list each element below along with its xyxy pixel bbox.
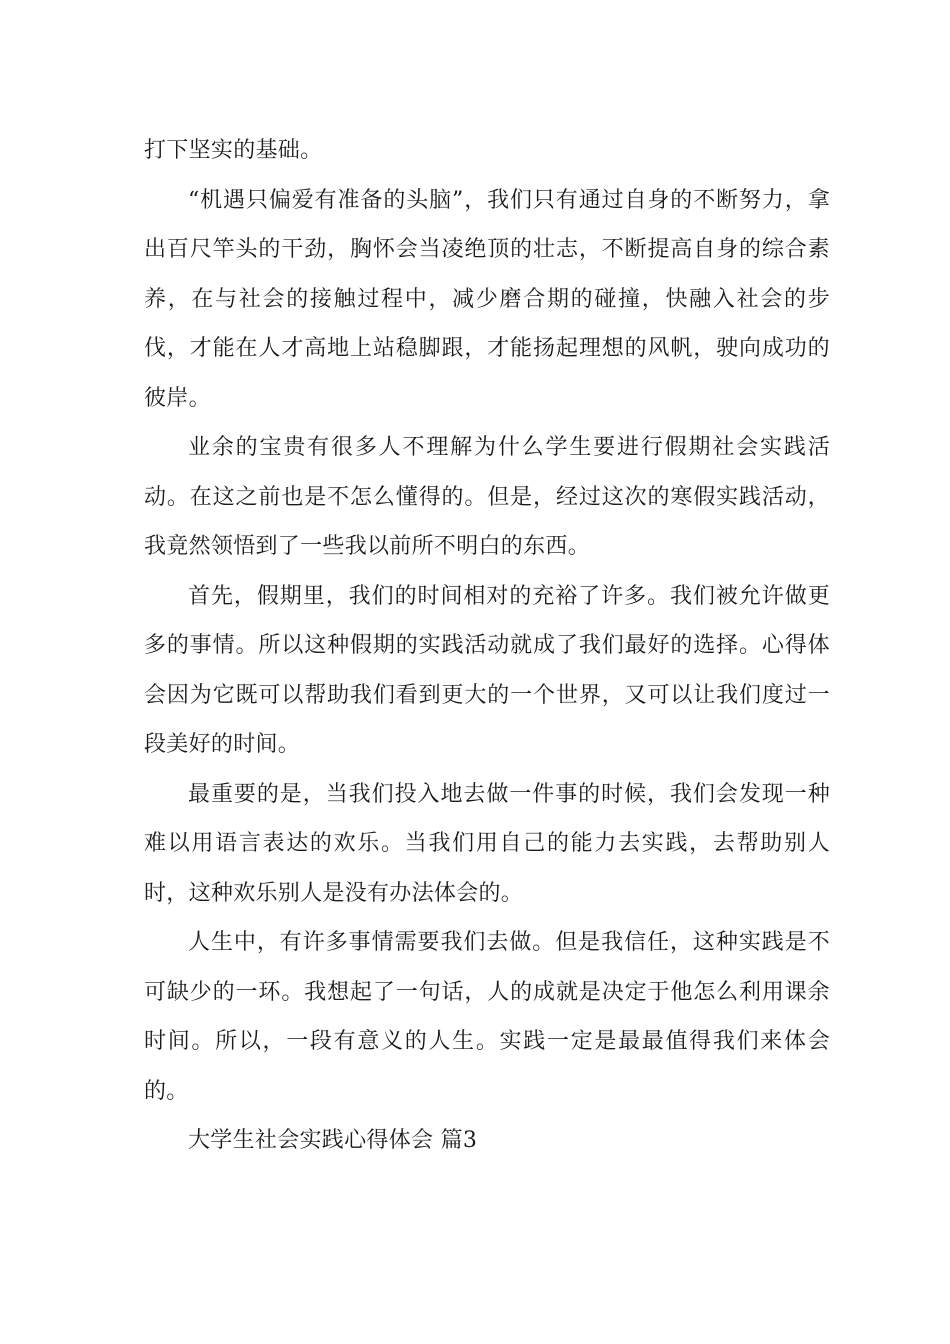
paragraph: 人生中，有许多事情需要我们去做。但是我信任，这种实践是不可缺少的一环。我想起了一句话，人的成就是决定于他怎么利用课余时间。所以，一段有意义的人生。实践一定是最最值得我们来体会的。 [144,930,830,1104]
paragraph: 最重要的是，当我们投入地去做一件事的时候，我们会发现一种难以用语言表达的欢乐。当我们用自己的能力去实践，去帮助别人时，这种欢乐别人是没有办法体会的。 [144,781,830,906]
paragraph: “机遇只偏爱有准备的头脑”，我们只有通过自身的不断努力，拿出百尺竿头的干劲，胸怀会当凌绝顶的壮志，不断提高自身的综合素养，在与社会的接触过程中，减少磨合期的碰撞，快融入社会的步伐，才能在人才高地上站稳脚跟，才能扬起理想的风帆，驶向成功的彼岸。 [144,187,830,411]
document-body [144,126,830,1166]
paragraph-continuation: 打下坚实的基础。 [144,138,323,163]
section-heading: 大学生社会实践心得体会 篇3 [188,1128,478,1153]
paragraph: 业余的宝贵有很多人不理解为什么学生要进行假期社会实践活动。在这之前也是不怎么懂得的。但是，经过这次的寒假实践活动，我竟然领悟到了一些我以前所不明白的东西。 [144,435,830,559]
paragraph: 首先，假期里，我们的时间相对的充裕了许多。我们被允许做更多的事情。所以这种假期的实践活动就成了我们最好的选择。心得体会因为它既可以帮助我们看到更大的一个世界，又可以让我们度过一段美好的时间。 [144,583,830,757]
